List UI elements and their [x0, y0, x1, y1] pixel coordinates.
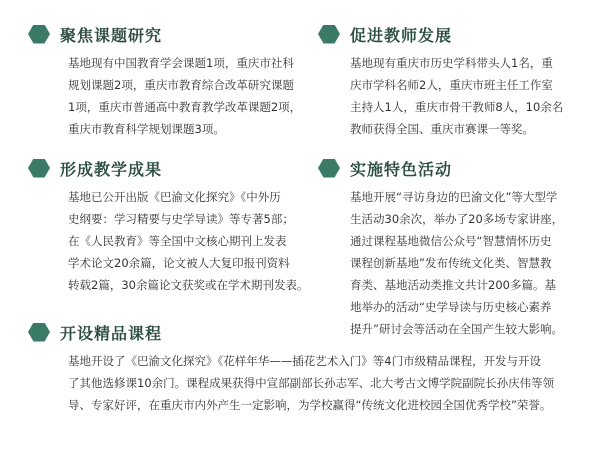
section-title: 开设精品课程 — [60, 323, 163, 343]
section-title: 聚焦课题研究 — [60, 25, 163, 45]
hexagon-icon — [28, 159, 50, 178]
section-research — [28, 20, 302, 140]
section-achievements — [28, 154, 309, 296]
section-title: 实施特色活动 — [350, 159, 453, 179]
section-heading — [28, 20, 298, 48]
section-title: 促进教师发展 — [350, 25, 453, 45]
hexagon-icon — [28, 25, 50, 44]
hexagon-icon — [318, 25, 340, 44]
body-line: 学术论文20余篇，论文被人大复印报刊资料 — [68, 256, 290, 270]
body-line: 通过课程基地微信公众号“智慧情怀历史 — [350, 234, 552, 248]
section-body — [28, 350, 588, 416]
body-line: 规划课题2项，重庆市教育综合改革研究课题 — [68, 78, 294, 92]
body-line: 重庆市教育科学规划课题3项。 — [68, 122, 225, 136]
section-body — [28, 52, 302, 140]
section-heading — [318, 154, 588, 182]
hexagon-icon — [318, 159, 340, 178]
body-line: 基地现有重庆市历史学科带头人1名，重 — [350, 56, 553, 70]
body-line: 基地开设了《巴渝文化探究》《花样年华——插花艺术入门》等4门市级精品课程，开发与开设 — [68, 354, 542, 368]
hexagon-icon — [28, 323, 50, 342]
section-heading — [28, 154, 298, 182]
body-line: 基地现有中国教育学会课题1项，重庆市社科 — [68, 56, 294, 70]
body-line: 地举办的活动“史学导读与历史核心素养 — [350, 300, 552, 314]
section-activities — [318, 154, 588, 340]
body-line: 1项，重庆市普通高中教育教学改革课题2项， — [68, 100, 302, 114]
body-line: 提升”研讨会等活动在全国产生较大影响。 — [350, 322, 563, 336]
body-line: 教师获得全国、重庆市赛课一等奖。 — [350, 122, 534, 136]
section-body — [28, 186, 309, 296]
body-line: 育类、基地活动类推文共计200多篇。基 — [350, 278, 556, 292]
body-line: 生活动30余次，举办了20多场专家讲座， — [350, 212, 564, 226]
section-courses — [28, 318, 588, 416]
body-line: 基地开展“寻访身边的巴渝文化”等大型学 — [350, 190, 558, 204]
body-line: 转载2篇，30余篇论文获奖或在学术期刊发表。 — [68, 278, 309, 292]
body-line: 导、专家好评，在重庆市内外产生一定影响，为学校赢得“传统文化进校园全国优秀学校”荣誉。 — [68, 398, 552, 412]
body-line: 在《人民教育》等全国中文核心期刊上发表 — [68, 234, 287, 248]
body-line: 庆市学科名师2人，重庆市班主任工作室 — [350, 78, 553, 92]
section-heading — [318, 20, 588, 48]
section-title: 形成教学成果 — [60, 159, 163, 179]
section-heading — [28, 318, 588, 346]
body-line: 史纲要：学习精要与史学导读》等专著5部； — [68, 212, 294, 226]
body-line: 基地已公开出版《巴渝文化探究》《中外历 — [68, 190, 281, 204]
section-teachers — [318, 20, 588, 140]
body-line: 课程创新基地”发布传统文化类、智慧教 — [350, 256, 552, 270]
body-line: 主持人1人，重庆市骨干教师8人，10余名 — [350, 100, 564, 114]
section-body — [318, 52, 588, 140]
section-body — [318, 186, 588, 340]
body-line: 了其他选修课10余门。课程成果获得中宣部副部长孙志军、北大考古文博学院副院长孙庆伟等领 — [68, 376, 555, 390]
